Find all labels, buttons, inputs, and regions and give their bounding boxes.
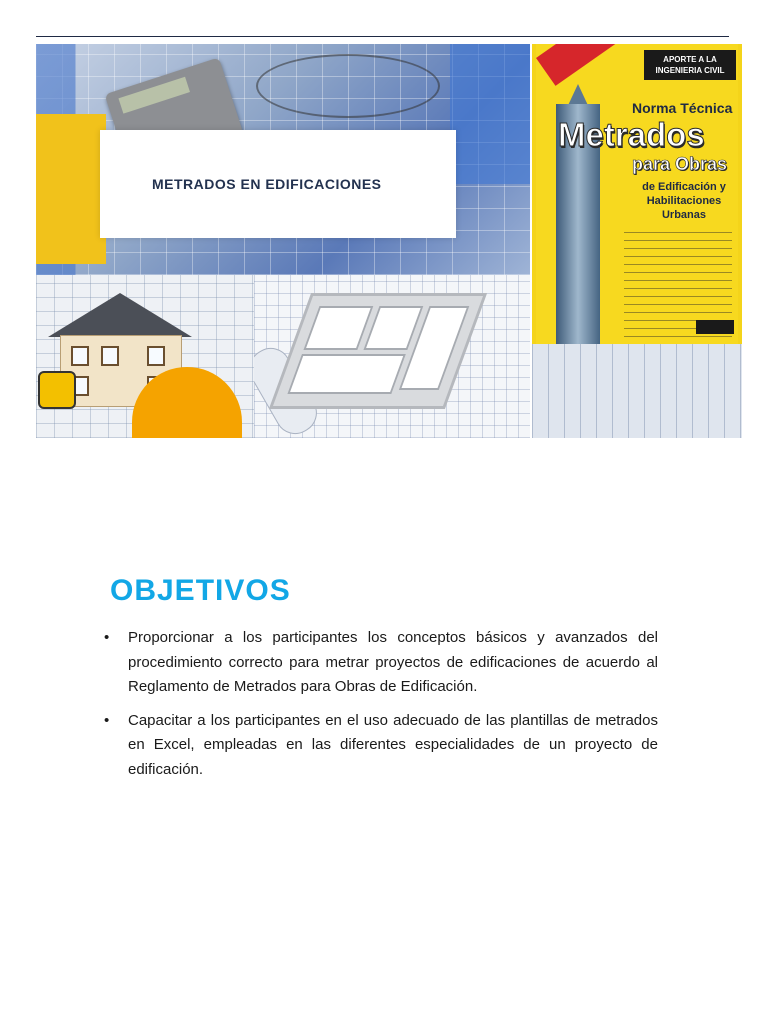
banner-title: METRADOS EN EDIFICACIONES [152, 176, 382, 192]
book-title: Metrados [558, 116, 705, 153]
house-image [36, 275, 254, 438]
update-ribbon [536, 44, 629, 86]
glasses-graphic [256, 54, 440, 118]
objetivos-heading: OBJETIVOS [110, 574, 291, 607]
book-norma: Norma Técnica [632, 100, 733, 116]
banner-image [36, 44, 530, 275]
book-cover [536, 44, 738, 344]
book-cover-image [532, 44, 742, 438]
top-rule [36, 36, 729, 37]
blue-overlay [450, 44, 530, 184]
list-item: • Proporcionar a los participantes los conceptos básicos y avanzados del procedimiento correcto para metrar proyectos de edificaciones de acuerdo al Reglamento de Metrados para Obras de Edificación. [104, 626, 658, 700]
book-badge: APORTE A LA INGENIERIA CIVIL [644, 50, 736, 80]
floor-plan-image [254, 275, 530, 438]
blueprint-graphic [532, 344, 742, 438]
objetivos-list [104, 626, 658, 791]
list-item: • Capacitar a los participantes en el uso adecuado de las plantillas de metrados en Excel, empleadas en las diferentes especialidades de un proyecto de edificación. [104, 709, 658, 783]
level-tool-graphic [36, 114, 106, 264]
book-subtitle: de Edificación y Habilitaciones Urbanas [642, 181, 726, 221]
header-collage [36, 44, 742, 438]
banner-title-card [100, 130, 456, 238]
book-para: para Obras [632, 154, 728, 174]
tape-measure-graphic [38, 371, 76, 409]
house-roof-graphic [48, 293, 192, 337]
book-contents-lines [624, 232, 732, 352]
book-arrow-graphic [696, 320, 734, 334]
floor-plan-walls-graphic [269, 293, 487, 409]
